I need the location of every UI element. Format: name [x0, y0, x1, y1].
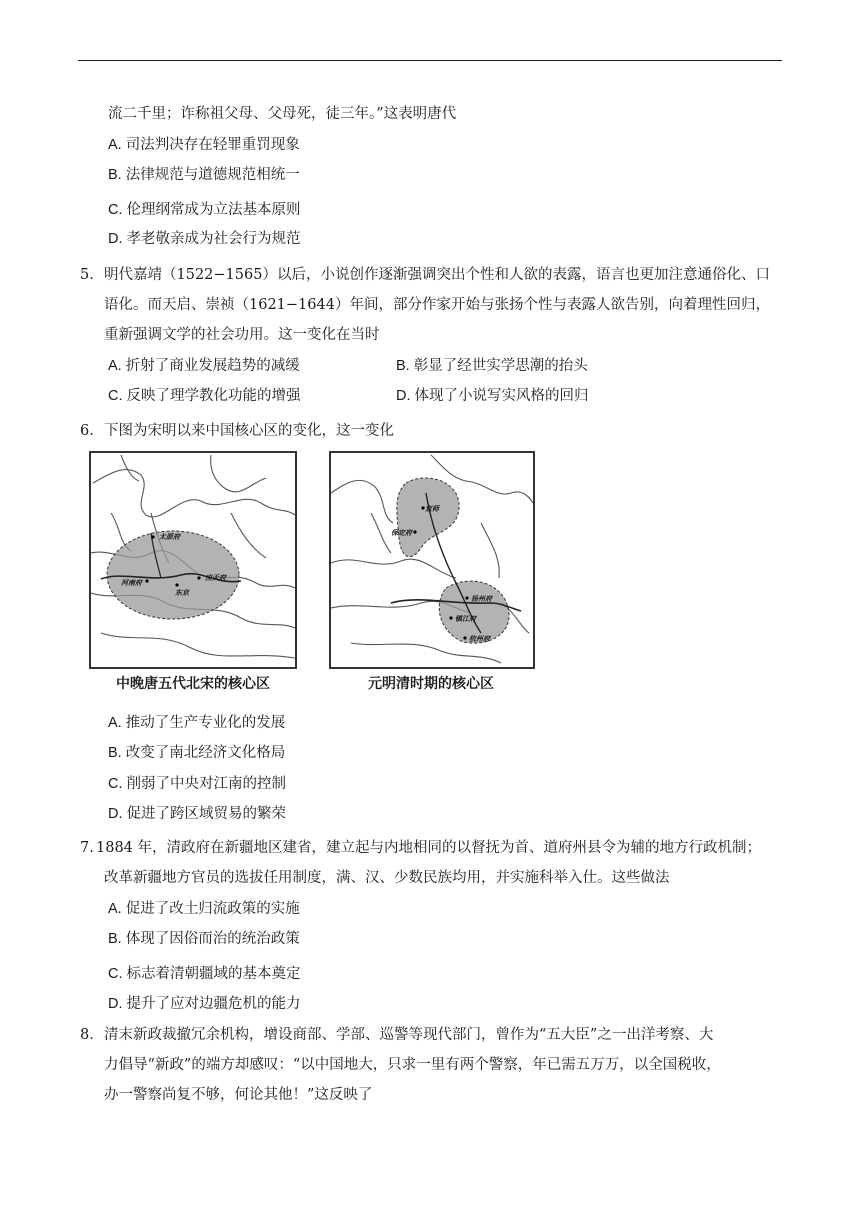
map-right-drawing	[331, 453, 533, 667]
map-left-place-1: 太原府	[159, 533, 180, 541]
q4-option-d[interactable]: D. 孝老敬亲成为社会行为规范	[108, 231, 301, 247]
q8-line-1: 清末新政裁撤冗余机构，增设商部、学部、巡警等现代部门，曾作为“五大臣”之一出洋考察、大	[104, 1027, 714, 1043]
q6-option-d[interactable]: D. 促进了跨区域贸易的繁荣	[108, 806, 287, 822]
q4-continuation: 流二千里；诈称祖父母、父母死，徒三年。”这表明唐代	[108, 106, 457, 122]
q5-option-b[interactable]: B. 彰显了经世实学思潮的抬头	[396, 358, 588, 374]
map-left	[89, 451, 297, 669]
q7-option-b[interactable]: B. 体现了因俗而治的统治政策	[108, 931, 300, 947]
map-left-drawing	[91, 453, 295, 667]
map-right-place-1: 京师	[425, 505, 439, 513]
map-right-place-2: 保定府	[391, 529, 412, 537]
q7-line-2: 改革新疆地方官员的选拔任用制度，满、汉、少数民族均用，并实施科举入仕。这些做法	[104, 870, 670, 886]
map-right-place-4: 镇江府	[455, 615, 476, 623]
q5-option-d[interactable]: D. 体现了小说写实风格的回归	[396, 388, 589, 404]
header-rule	[78, 60, 782, 61]
q6-option-a[interactable]: A. 推动了生产专业化的发展	[108, 715, 286, 731]
q8-line-3: 办一警察尚复不够，何论其他！”这反映了	[104, 1087, 373, 1103]
q4-option-a[interactable]: A. 司法判决存在轻罪重罚现象	[108, 137, 300, 153]
map-right-place-3: 扬州府	[471, 595, 492, 603]
q8-line-2: 力倡导“新政”的端方却感叹：“以中国地大，只求一里有两个警察，年已需五万万，以全国税收，	[104, 1057, 721, 1073]
q5-option-a[interactable]: A. 折射了商业发展趋势的减缓	[108, 358, 300, 374]
q5-line-1: 明代嘉靖（1522−1565）以后，小说创作逐渐强调突出个性和人欲的表露，语言也更加注意通俗化、口	[104, 267, 770, 283]
q7-option-a[interactable]: A. 促进了改土归流政策的实施	[108, 901, 300, 917]
q6-number: 6．	[80, 423, 104, 439]
map-right-caption: 元明清时期的核心区	[368, 676, 494, 692]
q4-option-b[interactable]: B. 法律规范与道德规范相统一	[108, 167, 300, 183]
q7-line-1: 1884 年，清政府在新疆地区建省，建立起与内地相同的以督抚为首、道府州县令为辅的地方行政机制；	[96, 840, 762, 856]
map-right-place-5: 杭州府	[469, 635, 490, 643]
q5-number: 5．	[80, 267, 104, 283]
q7-number: 7.	[80, 840, 94, 856]
map-left-place-2: 河南府	[121, 579, 142, 587]
map-left-caption: 中晚唐五代北宋的核心区	[116, 676, 270, 692]
map-left-place-3: 应天府	[205, 574, 226, 582]
q4-option-c[interactable]: C. 伦理纲常成为立法基本原则	[108, 202, 301, 218]
q7-option-c[interactable]: C. 标志着清朝疆域的基本奠定	[108, 966, 301, 982]
q7-option-d[interactable]: D. 提升了应对边疆危机的能力	[108, 996, 301, 1012]
q6-option-b[interactable]: B. 改变了南北经济文化格局	[108, 745, 286, 761]
q6-option-c[interactable]: C. 削弱了中央对江南的控制	[108, 776, 287, 792]
q5-line-3: 重新强调文学的社会功用。这一变化在当时	[104, 327, 380, 343]
q5-line-2: 语化。而天启、崇祯（1621−1644）年间，部分作家开始与张扬个性与表露人欲告别，向着理性回归，	[104, 297, 770, 313]
q5-option-c[interactable]: C. 反映了理学教化功能的增强	[108, 388, 301, 404]
map-left-place-4: 东京	[175, 589, 189, 597]
map-right	[329, 451, 535, 669]
q8-number: 8．	[80, 1027, 104, 1043]
q6-stem: 下图为宋明以来中国核心区的变化，这一变化	[104, 423, 394, 439]
